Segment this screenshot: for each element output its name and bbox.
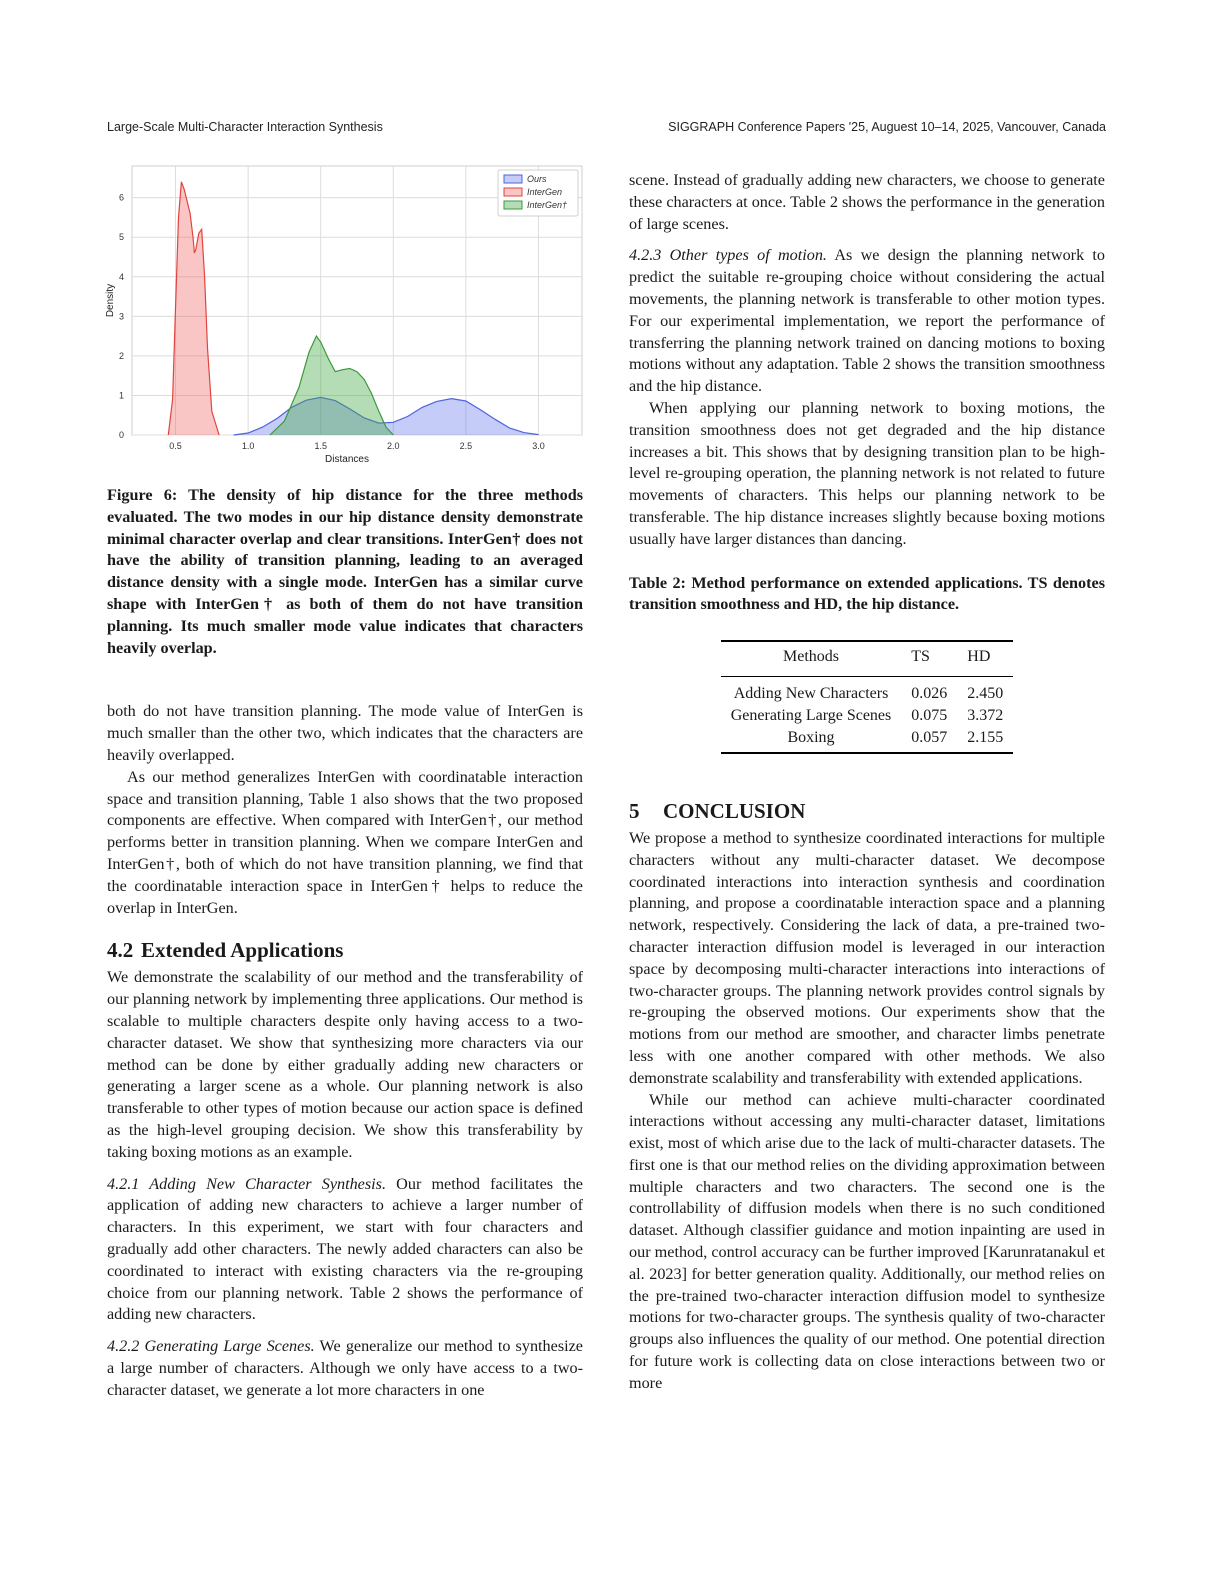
table-row [721,676,1014,705]
subsection-title: 4.2.1 Adding New Character Synthesis. [107,1174,387,1193]
table-cell: 2.450 [967,684,1004,702]
subsection-body: We generalize our method to synthesize a large number of characters. Although we only have access to a two-character dataset, we generate a lot more characters in one [107,1337,583,1399]
paragraph: As our method generalizes InterGen with coordinatable interaction space and transition planning, Table 1 also shows that the two proposed components are effective. When compared with InterGen†, our method performs better in transition planning. When we compare InterGen and InterGen†, both of which do not have transition planning, we find that the coordinatable interaction space in InterGen† helps to reduce the overlap in InterGen. [107,767,583,917]
legend-swatch [504,188,522,196]
section-number: 5 [629,798,640,823]
legend-label: InterGen† [527,200,568,210]
table-row [721,705,1014,727]
density-chart-svg [104,160,592,470]
subsection-4-2-3 [629,245,1105,398]
x-axis-label: Distances [325,454,369,465]
table-2-caption: Table 2: Method performance on extended applications. TS denotes transition smoothness and HD, the hip distance. [629,573,1105,614]
table-header-cell: HD [967,648,991,666]
section-title: CONCLUSION [663,798,806,823]
table-row [721,727,1014,753]
y-tick-label: 6 [118,192,124,203]
y-tick-label: 2 [118,350,124,361]
table-cell: Boxing [787,728,835,746]
legend-label: InterGen [527,187,563,197]
x-tick-label: 3.0 [532,441,545,451]
left-column [107,485,583,1401]
y-tick-label: 4 [118,271,124,282]
table-header-row [721,641,1014,676]
paragraph: While our method can achieve multi-character coordinated interactions without accessing any multi-character dataset, limitations exist, most of which arise due to the lack of multi-character datasets. The first one is that our method relies on the dividing approximation between multiple characters and two characters. The second one is the controllability of diffusion models when there is no such conditioned dataset. Although classifier guidance and motion inpainting are used in our method, control accuracy can be further improved [Karunratanakul et al. 2023] for better generation quality. Additionally, our method relies on the pre-trained two-character interaction diffusion model to synthesize motions for two-character groups. The synthesis quality of two-character groups also influences the quality of our method. One potential direction for future work is collecting data on close interactions between two or more [629,1090,1105,1392]
paragraph: both do not have transition planning. The mode value of InterGen is much smaller than the other two, which indicates that the characters are heavily overlapped. [107,702,583,764]
y-tick-label: 0 [118,430,124,440]
running-header-left: Large-Scale Multi-Character Interaction Synthesis [107,120,383,134]
table-cell: Generating Large Scenes [730,706,892,724]
table-2-wrapper [629,640,1105,754]
table-cell: 0.057 [911,728,948,746]
table-cell: 0.075 [911,706,948,724]
y-axis-label: Density [105,283,116,318]
legend-swatch [504,175,522,183]
y-tick-label: 1 [118,390,124,401]
subsection-4-2-2 [107,1336,583,1401]
table-cell: 2.155 [967,728,1004,746]
paragraph: We propose a method to synthesize coordinated interactions for multiple characters without any multi-character dataset. We decompose coordinated interactions into interaction synthesis and coordination planning, and propose a coordinatable interaction space and a planning network, respectively. Considering the lack of data, a pre-trained two-character interaction diffusion model is leveraged in our interaction space by decomposing multi-character interactions into interactions of two-character groups. The planning network provides control signals by re-grouping the observed motions. Our experiments show that the motions from our method are smoother, and character limbs penetrate less with one another compared with other methods. We also demonstrate scalability and transferability with extended applications. [629,828,1105,1087]
section-number: 4.2 [107,938,134,963]
paragraph: scene. Instead of gradually adding new characters, we choose to generate these characters at once. Table 2 shows the performance in the generation of large scenes. [629,171,1105,233]
legend-label: Ours [527,174,547,184]
paragraph: When applying our planning network to boxing motions, the transition smoothness does not get degraded and the hip distance increases a bit. This shows that by designing transition plan to be high-level re-grouping operation, the planning network is not related to future movements of characters. This helps our planning network to be transferable. The hip distance increases slightly because boxing motions usually have larger distances than dancing. [629,398,1105,548]
table-header-cell: TS [911,648,930,666]
table-2 [721,640,1014,754]
running-header-right: SIGGRAPH Conference Papers '25, Auguest 10–14, 2025, Vancouver, Canada [668,120,1106,134]
y-tick-label: 5 [118,232,124,243]
x-tick-label: 2.5 [459,441,473,451]
section-heading-5 [629,798,1105,824]
figure-6-caption: Figure 6: The density of hip distance for the three methods evaluated. The two modes in our hip distance density demonstrate minimal character overlap and clear transitions. InterGen† does not have the ability of transition planning, leading to an averaged distance density with a single mode. InterGen has a similar curve shape with InterGen† as both of them do not have transition planning. Its much smaller mode value indicates that characters heavily overlap. [107,486,583,657]
figure-6-chart [104,160,592,470]
paragraph: We demonstrate the scalability of our method and the transferability of our planning network by implementing three applications. Our method is scalable to multiple characters despite only having access to a two-character dataset. We show that synthesizing more characters via our method can be done by either gradually adding new characters or generating a larger scene as a whole. Our planning network is also transferable to other types of motion because our action space is defined as the high-level grouping decision. We show this transferability by taking boxing motions as an example. [107,968,583,1161]
subsection-body: Our method facilitates the application of adding new characters to achieve a larger number of characters. In this experiment, we start with four characters and gradually add other characters. The newly added characters can also be coordinated to interact with existing characters via the re-grouping choice from our planning network. Table 2 shows the performance of adding new characters. [107,1174,583,1324]
y-tick-label: 3 [118,311,124,322]
legend-swatch [504,201,522,209]
section-title: Extended Applications [141,938,344,963]
section-heading-4-2 [107,937,583,963]
x-tick-label: 1.0 [241,441,255,451]
x-tick-label: 0.5 [169,441,182,451]
table-cell: 0.026 [911,684,948,702]
subsection-title: 4.2.3 Other types of motion. [629,246,827,265]
subsection-title: 4.2.2 Generating Large Scenes. [107,1337,315,1356]
subsection-4-2-1 [107,1174,583,1327]
right-column [629,170,1105,1395]
table-header-cell: Methods [783,648,839,666]
x-tick-label: 1.5 [314,441,327,451]
table-cell: Adding New Characters [733,684,889,702]
x-tick-label: 2.0 [387,441,400,451]
subsection-body: As we design the planning network to predict the suitable re-grouping choice without considering the actual movements, the planning network is transferable to other motion types. For our experimental implementation, we report the performance of transferring the planning network trained on dancing motions to boxing motions without any adaptation. Table 2 shows the transition smoothness and the hip distance. [629,246,1105,396]
table-cell: 3.372 [967,706,1004,724]
